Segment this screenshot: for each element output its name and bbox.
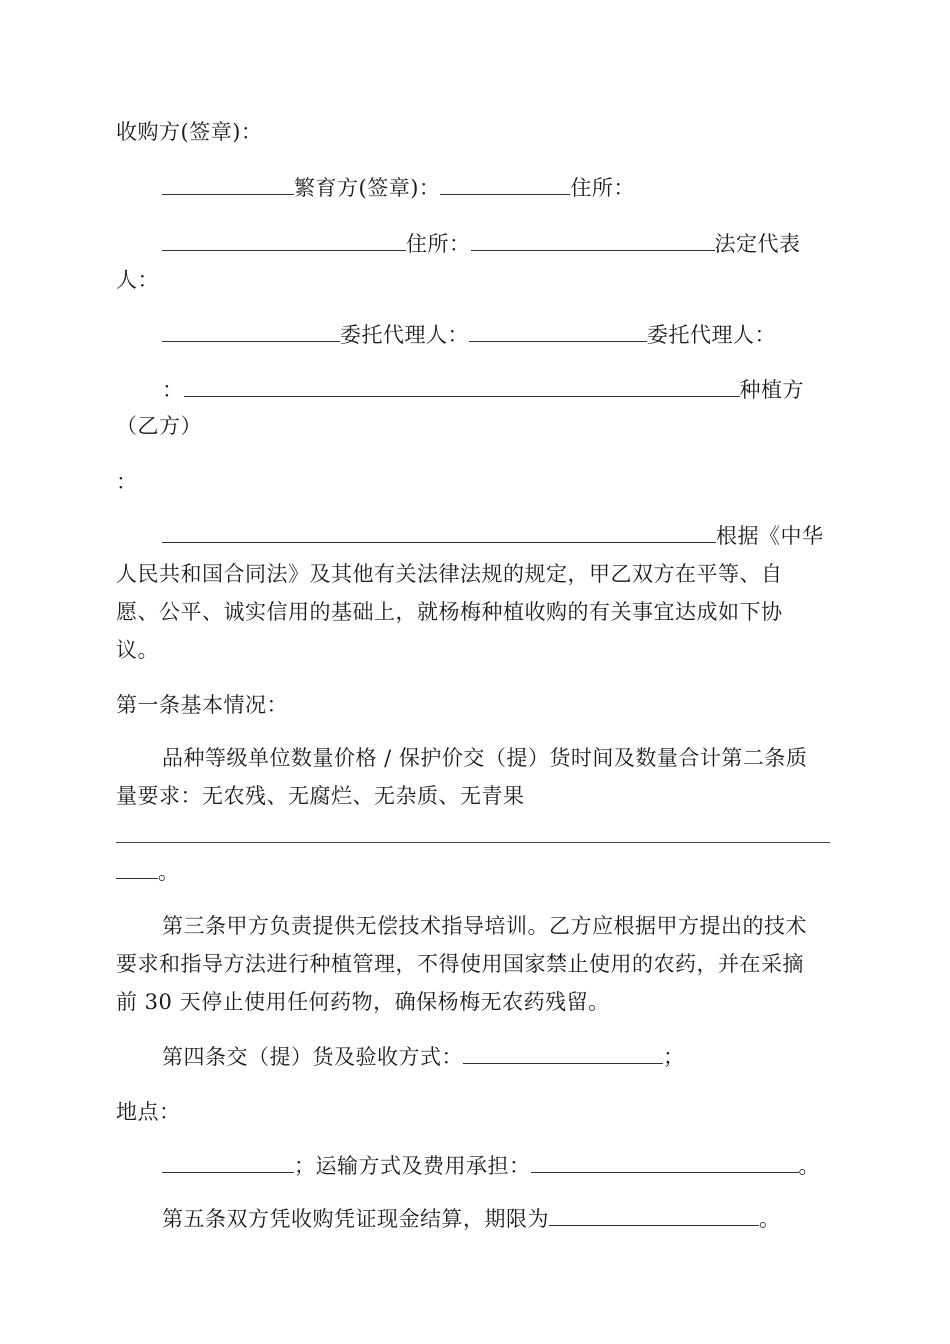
legal-rep-label-cont: 人： — [116, 268, 159, 292]
legal-rep-continued — [116, 266, 159, 294]
blank-field[interactable] — [162, 321, 340, 342]
blank-field[interactable] — [162, 174, 294, 195]
blank-field[interactable] — [471, 230, 715, 251]
article-text: 前 30 天停止使用任何药物，确保杨梅无农药残留。 — [116, 990, 610, 1014]
article-text: 。 — [759, 1207, 781, 1231]
planter-label-cont: （乙方） — [116, 414, 202, 438]
preamble-line-2 — [116, 560, 783, 588]
article1-line-3 — [116, 858, 180, 886]
article4-line-1 — [162, 1043, 685, 1071]
planter-label: 种植方 — [739, 378, 804, 402]
legal-rep-label: 法定代表 — [714, 232, 801, 256]
address-label: 住所： — [570, 176, 635, 200]
article4-transport-line — [162, 1152, 820, 1180]
article1-line-2 — [116, 782, 525, 810]
buyer-sign-label — [116, 118, 262, 146]
planter-continued — [116, 412, 202, 440]
article-text: ； — [294, 1154, 316, 1178]
planter-line — [162, 376, 804, 404]
article-text: 。 — [798, 1154, 820, 1178]
preamble-text: 根据《中华 — [716, 524, 824, 548]
article1-title — [116, 691, 288, 719]
breeder-line — [162, 174, 635, 202]
colon-line — [116, 468, 138, 496]
preamble-text: 愿、公平、诚实信用的基础上，就杨梅种植收购的有关事宜达成如下协 — [116, 600, 783, 624]
article-text: 第四条交（提）货及验收方式： — [162, 1045, 463, 1069]
place-label: 地点： — [116, 1100, 181, 1124]
blank-field[interactable] — [463, 1043, 663, 1064]
preamble-text: 人民共和国合同法》及其他有关法律法规的规定，甲乙双方在平等、自 — [116, 562, 783, 586]
article3-line-2 — [116, 950, 804, 978]
article3-line-1 — [162, 912, 807, 940]
blank-field[interactable] — [162, 522, 716, 543]
article3-line-3 — [116, 988, 610, 1016]
blank-field[interactable] — [116, 858, 158, 879]
breeder-sign-label: 繁育方(签章)： — [294, 176, 441, 200]
blank-field[interactable] — [469, 321, 647, 342]
preamble-line-4 — [116, 636, 159, 664]
address-line — [162, 230, 801, 258]
blank-field[interactable] — [162, 1152, 294, 1173]
preamble-line-3 — [116, 598, 783, 626]
blank-field[interactable] — [162, 230, 406, 251]
blank-field[interactable] — [440, 174, 570, 195]
article-text: 要求和指导方法进行种植管理，不得使用国家禁止使用的农药，并在采摘 — [116, 952, 804, 976]
article-text: 品种等级单位数量价格 / 保护价交（提）货时间及数量合计第二条质 — [162, 746, 808, 770]
preamble-text: 议。 — [116, 638, 159, 662]
article1-line-1 — [162, 744, 807, 772]
article4-place — [116, 1098, 181, 1126]
article-text: 第三条甲方负责提供无偿技术指导培训。乙方应根据甲方提出的技术 — [162, 914, 807, 938]
blank-field[interactable] — [531, 1152, 799, 1173]
article-text: 第五条双方凭收购凭证现金结算，期限为 — [162, 1207, 549, 1231]
article-heading: 第一条基本情况： — [116, 693, 288, 717]
colon-text: ： — [116, 470, 138, 494]
article-text: 量要求：无农残、无腐烂、无杂质、无青果 — [116, 784, 525, 808]
article5-line-1 — [162, 1205, 781, 1233]
blank-field[interactable] — [184, 376, 740, 397]
agent-line — [162, 321, 776, 349]
transport-label: 运输方式及费用承担： — [315, 1154, 531, 1178]
blank-field-full[interactable] — [116, 842, 830, 843]
blank-field[interactable] — [549, 1205, 759, 1226]
agent-label: 委托代理人： — [647, 323, 776, 347]
buyer-sign-text: 收购方(签章)： — [116, 120, 263, 144]
article-text: 。 — [158, 860, 180, 884]
agent-label: 委托代理人： — [340, 323, 469, 347]
colon-text: ： — [162, 378, 184, 402]
address-label: 住所： — [406, 232, 471, 256]
preamble-line-1 — [162, 522, 824, 550]
article-text: ； — [663, 1045, 685, 1069]
